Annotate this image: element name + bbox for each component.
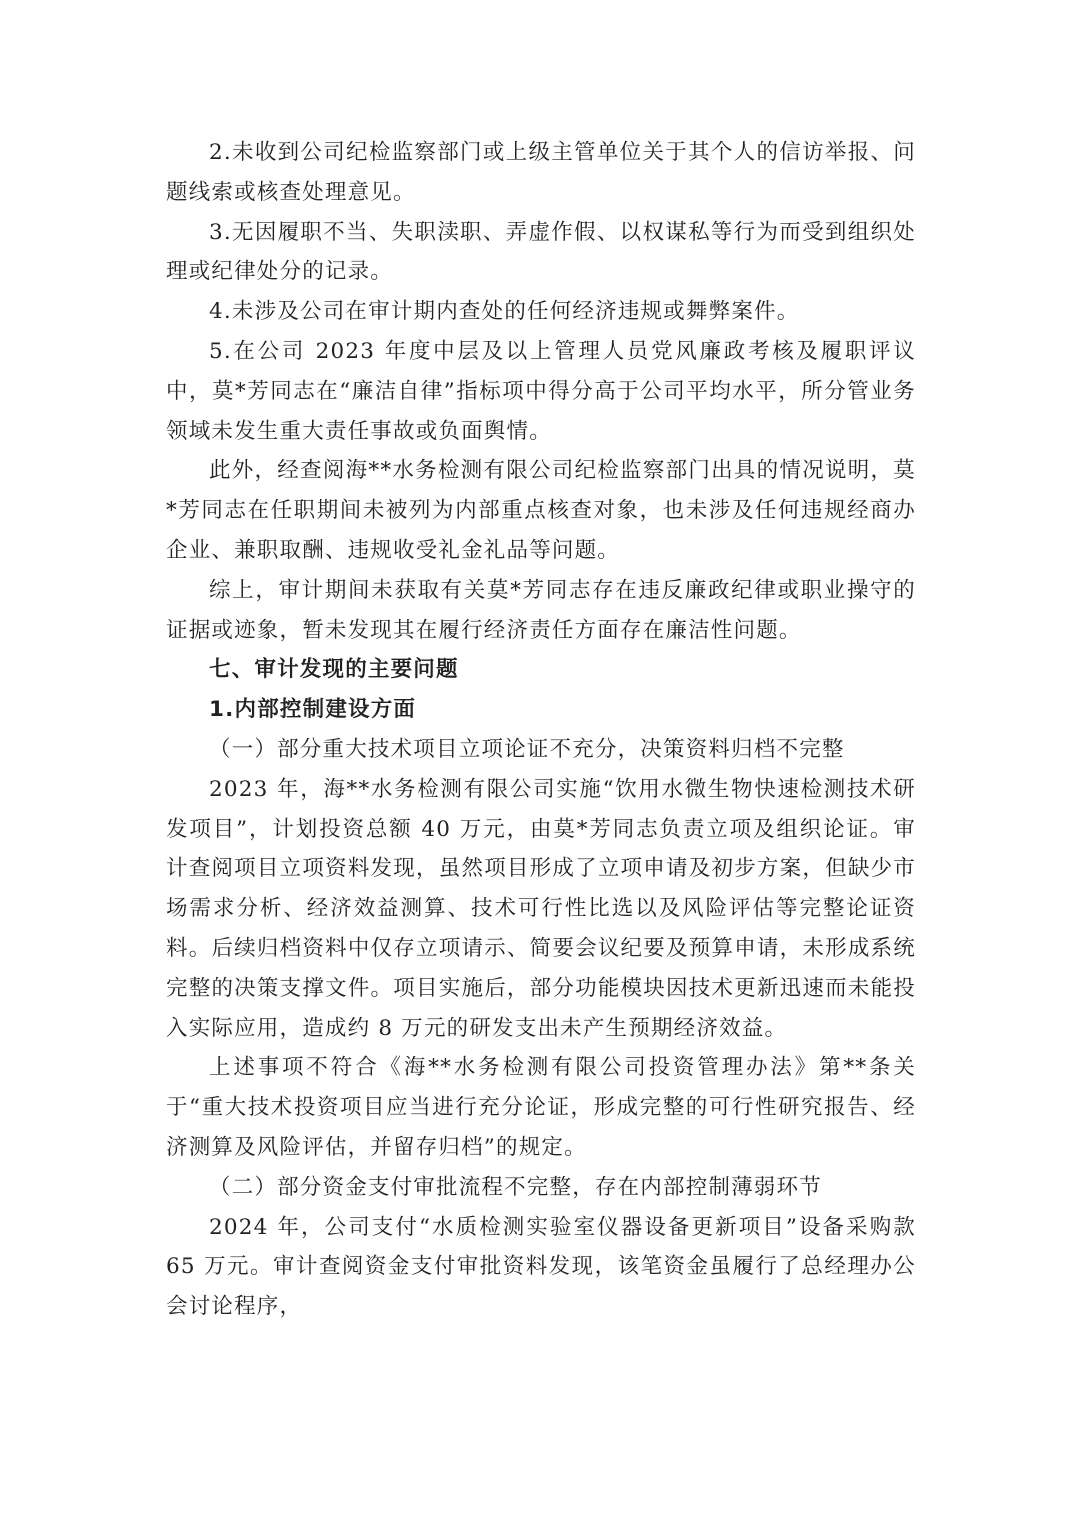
paragraph-additional-note: 此外，经查阅海**水务检测有限公司纪检监察部门出具的情况说明，莫*芳同志在任职期间未被列为内部重点核查对象，也未涉及任何违规经商办企业、兼职取酬、违规收受礼金礼品等问题。 [166,458,916,563]
paragraph-item-3: 3.无因履职不当、失职渎职、弄虚作假、以权谋私等行为而受到组织处理或纪律处分的记录。 [166,219,916,285]
issue-1-regulation: 上述事项不符合《海**水务检测有限公司投资管理办法》第**条关于“重大技术投资项目应当进行充分论证，形成完整的可行性研究报告、经济测算及风险评估，并留存归档”的规定。 [166,1055,916,1160]
subsection-heading-internal-control: 1.内部控制建设方面 [209,697,417,723]
paragraph-item-4: 4.未涉及公司在审计期内查处的任何经济违规或舞弊案件。 [209,299,800,325]
paragraph-item-5: 5.在公司 2023 年度中层及以上管理人员党风廉政考核及履职评议中，莫*芳同志在“廉洁自律”指标项中得分高于公司平均水平，所分管业务领域未发生重大责任事故或负面舆情。 [166,338,917,444]
paragraph-item-2: 2.未收到公司纪检监察部门或上级主管单位关于其个人的信访举报、问题线索或核查处理意见。 [166,140,916,205]
issue-heading-1: （一）部分重大技术项目立项论证不充分，决策资料归档不完整 [209,736,845,762]
section-heading-main-issues: 七、审计发现的主要问题 [209,657,459,683]
document-body [166,133,916,1327]
issue-heading-2: （二）部分资金支付审批流程不完整，存在内部控制薄弱环节 [209,1174,822,1200]
paragraph-conclusion: 综上，审计期间未获取有关莫*芳同志存在违反廉政纪律或职业操守的证据或迹象，暂未发现其在履行经济责任方面存在廉洁性问题。 [166,577,916,643]
issue-2-detail: 2024 年，公司支付“水质检测实验室仪器设备更新项目”设备采购款 65 万元。审计查阅资金支付审批资料发现，该笔资金虽履行了总经理办公会讨论程序， [166,1214,916,1320]
issue-1-detail: 2023 年，海**水务检测有限公司实施“饮用水微生物快速检测技术研发项目”，计划投资总额 40 万元，由莫*芳同志负责立项及组织论证。审计查阅项目立项资料发现，虽然项目形成了立项申请及初步方案，但缺少市场需求分析、经济效益测算、技术可行性比选以及风险评估等完整论证资料。后续归档资料中仅存立项请示、简要会议纪要及预算申请，未形成系统完整的决策支撑文件。项目实施后，部分功能模块因技术更新迅速而未能投入实际应用，造成约 8 万元的研发支出未产生预期经济效益。 [166,776,916,1041]
